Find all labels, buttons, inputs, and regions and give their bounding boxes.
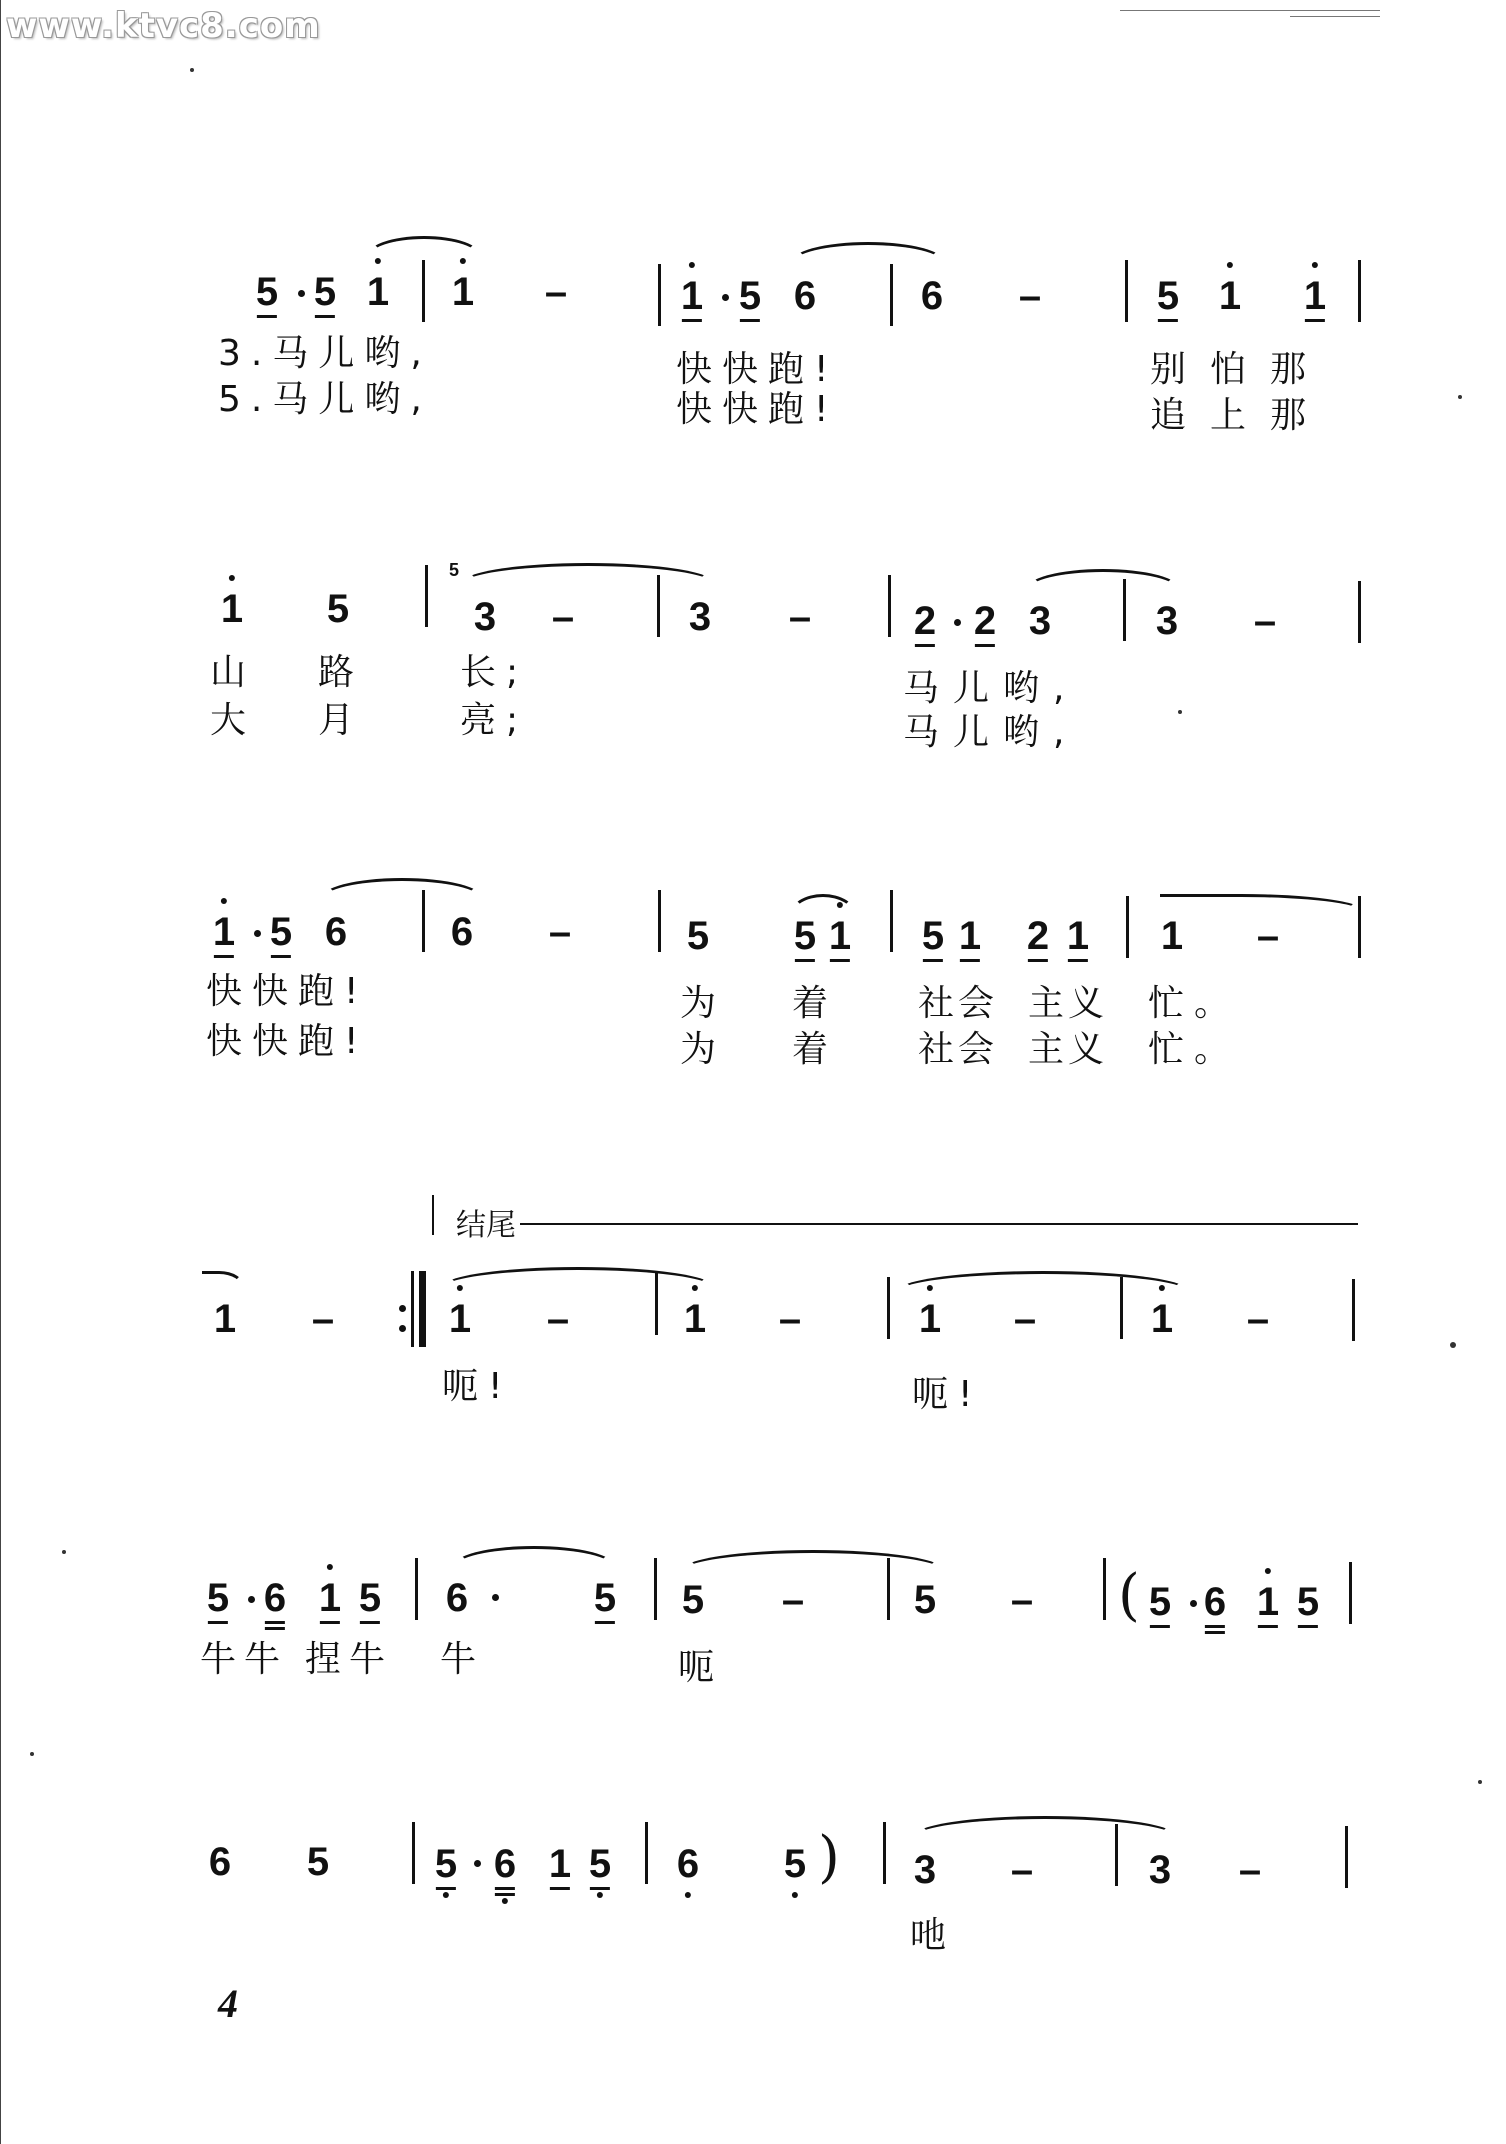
note: 1 [319, 1578, 341, 1618]
note: 5 [1297, 1582, 1319, 1622]
note: – [1253, 599, 1277, 643]
note: – [781, 1578, 805, 1622]
lyric: 3.马儿哟, [218, 333, 432, 374]
note: 6 [208, 1840, 232, 1884]
note: – [1013, 1297, 1037, 1341]
barline [890, 264, 893, 326]
note: – [548, 910, 572, 954]
dot [722, 294, 729, 301]
lyric: 吔 [910, 1915, 957, 1956]
note: 3 [1155, 599, 1179, 643]
barline [415, 1558, 418, 1620]
note: 1 [1151, 1299, 1173, 1339]
note: 5 [359, 1578, 381, 1618]
score-system-1 [0, 220, 1506, 460]
dot [248, 1596, 255, 1603]
barline [1358, 896, 1361, 958]
note: 6 [920, 274, 944, 318]
barline [1345, 1826, 1348, 1888]
note: 6 [677, 1844, 699, 1884]
lyric: 大 [210, 700, 257, 741]
lyric: 呃! [442, 1366, 513, 1407]
slur [460, 563, 716, 584]
note: – [546, 1297, 570, 1341]
note: 2 [914, 601, 936, 641]
note: 1 [213, 912, 235, 952]
note: 5 [314, 272, 336, 312]
lyric: 社会 [918, 1029, 999, 1070]
note: 5 [207, 1578, 229, 1618]
lyric: 呃 [678, 1647, 725, 1688]
scan-speck [30, 1752, 34, 1756]
barline [1115, 1824, 1118, 1886]
note: – [544, 270, 568, 314]
lyric: 快快跑! [206, 971, 369, 1012]
repeat-dot [399, 1305, 406, 1312]
note: 1 [684, 1299, 706, 1339]
barline [1352, 1279, 1355, 1341]
barline [1120, 1277, 1123, 1339]
slur [1160, 894, 1363, 911]
lyric: 呃! [912, 1374, 983, 1415]
note: – [778, 1297, 802, 1341]
note: 5 [681, 1578, 705, 1622]
barline [412, 1822, 415, 1884]
note: 5 [1157, 276, 1179, 316]
note: 5 [794, 916, 816, 956]
lyric: 路 [318, 652, 365, 693]
barline [1125, 260, 1128, 322]
note: 5 [913, 1578, 937, 1622]
lyric: 5.马儿哟, [218, 379, 432, 420]
note: 6 [264, 1578, 286, 1618]
barline [645, 1822, 648, 1884]
note: 1 [1219, 276, 1241, 316]
barline [425, 565, 428, 627]
lyric: 为 [680, 1029, 727, 1070]
barline [1123, 579, 1126, 641]
note: – [311, 1297, 335, 1341]
scan-speck [62, 1550, 66, 1554]
lyric: 牛 [440, 1639, 487, 1680]
volta-bracket [520, 1223, 1358, 1225]
note: 6 [494, 1844, 516, 1884]
note: 2 [1027, 916, 1049, 956]
note: – [1238, 1848, 1262, 1892]
note: 1 [919, 1299, 941, 1339]
note: 1 [1067, 916, 1089, 956]
note: – [1018, 274, 1042, 318]
page-number: 4 [218, 1981, 238, 2026]
dot [298, 290, 305, 297]
score-system-4 [0, 1195, 1506, 1435]
note: 1 [367, 272, 389, 312]
note: – [1010, 1578, 1034, 1622]
note: – [1010, 1848, 1034, 1892]
note: 6 [793, 274, 817, 318]
note: 1 [221, 589, 243, 629]
note: 3 [1148, 1848, 1172, 1892]
barline [1126, 896, 1129, 958]
lyric: 牛牛 [200, 1639, 289, 1680]
watermark: www.ktvc8.com [6, 6, 321, 46]
note: 1 [1257, 1582, 1279, 1622]
note: 5 [739, 276, 761, 316]
slur [895, 1271, 1191, 1292]
volta-label: 结尾 [456, 1208, 516, 1243]
lyric: 着 [792, 1029, 839, 1070]
note: 5 [1149, 1582, 1171, 1622]
scan-speck [1450, 1342, 1456, 1348]
lyric: 追上那 [1150, 395, 1331, 436]
note: 3 [473, 595, 497, 639]
note: – [1246, 1297, 1270, 1341]
score-system-2 [0, 545, 1506, 785]
slur [440, 1267, 716, 1288]
lyric: 捏牛 [305, 1639, 394, 1680]
slur [912, 1816, 1178, 1837]
dot [254, 930, 261, 937]
dot [954, 619, 961, 626]
lyric: 长; [460, 652, 529, 693]
note: 5 [435, 1844, 457, 1884]
lyric: 为 [680, 983, 727, 1024]
note: – [551, 595, 575, 639]
open-paren: ( [1118, 1563, 1140, 1628]
note: 1 [449, 1299, 471, 1339]
lyric: 快快跑! [676, 349, 839, 390]
note: 1 [1304, 276, 1326, 316]
lyric: 马儿哟, [903, 668, 1079, 709]
note: 5 [306, 1840, 330, 1884]
grace-note: 5 [449, 560, 460, 580]
barline [1358, 581, 1361, 643]
scan-speck [190, 68, 194, 72]
repeat-dot [399, 1325, 406, 1332]
scan-speck [1178, 710, 1182, 714]
note: 5 [784, 1844, 806, 1884]
repeat-barline [411, 1271, 414, 1347]
lyric: 忙。 [1148, 1029, 1241, 1070]
lyric: 主义 [1028, 1029, 1109, 1070]
note: 3 [913, 1848, 937, 1892]
note: 6 [324, 910, 348, 954]
lyric: 忙。 [1148, 983, 1241, 1024]
barline [422, 260, 425, 322]
slur [202, 1271, 245, 1288]
barline [1349, 1562, 1352, 1624]
note: 1 [213, 1297, 237, 1341]
dot [474, 1860, 481, 1867]
note: 1 [549, 1844, 571, 1884]
note: 2 [974, 601, 996, 641]
note: 3 [1028, 599, 1052, 643]
top-rule-2 [1290, 16, 1380, 17]
note: 6 [450, 910, 474, 954]
note: 1 [1160, 914, 1184, 958]
note: 1 [829, 916, 851, 956]
note: 5 [686, 914, 710, 958]
barline [655, 1273, 658, 1335]
note: 5 [256, 272, 278, 312]
dot [1190, 1600, 1197, 1607]
slur [790, 894, 856, 915]
barline [890, 890, 893, 952]
scan-speck [1478, 1780, 1482, 1784]
top-rule [1120, 10, 1380, 11]
note: – [1256, 914, 1280, 958]
note: 1 [681, 276, 703, 316]
barline [1358, 260, 1361, 322]
scan-speck [1458, 395, 1462, 399]
slur [1025, 569, 1181, 590]
note: 5 [270, 912, 292, 952]
barline [887, 1277, 890, 1339]
barline [888, 575, 891, 637]
lyric: 亮; [460, 700, 529, 741]
barline [883, 1822, 886, 1884]
note: 5 [594, 1578, 616, 1618]
note: 6 [445, 1576, 469, 1620]
lyric: 快快跑! [206, 1021, 369, 1062]
repeat-barline [419, 1271, 426, 1347]
dot [492, 1594, 499, 1601]
note: 1 [452, 272, 474, 312]
barline [658, 264, 661, 326]
note: 1 [959, 916, 981, 956]
slur [680, 1550, 946, 1571]
score-system-6 [0, 1800, 1506, 2000]
lyric: 月 [318, 700, 365, 741]
lyric: 社会 [918, 983, 999, 1024]
lyric: 快快跑! [676, 389, 839, 430]
score-system-5 [0, 1530, 1506, 1730]
volta-bracket [432, 1195, 434, 1235]
note: 5 [589, 1844, 611, 1884]
note: – [788, 595, 812, 639]
lyric: 别怕那 [1150, 349, 1331, 390]
barline [1103, 1558, 1106, 1620]
lyric: 主义 [1028, 983, 1109, 1024]
lyric: 马儿哟, [903, 712, 1079, 753]
slur [366, 236, 482, 257]
barline [422, 890, 425, 952]
slur [320, 878, 484, 899]
note: 3 [688, 595, 712, 639]
note: 6 [1204, 1582, 1226, 1622]
barline [654, 1558, 657, 1620]
score-system-3 [0, 860, 1506, 1100]
barline [887, 1558, 890, 1620]
slur [452, 1546, 616, 1567]
lyric: 着 [792, 983, 839, 1024]
lyric: 山 [210, 652, 257, 693]
barline [658, 890, 661, 952]
slur [790, 242, 946, 263]
note: 5 [922, 916, 944, 956]
close-paren: ) [818, 1825, 840, 1890]
note: 5 [326, 587, 350, 631]
barline [657, 575, 660, 637]
